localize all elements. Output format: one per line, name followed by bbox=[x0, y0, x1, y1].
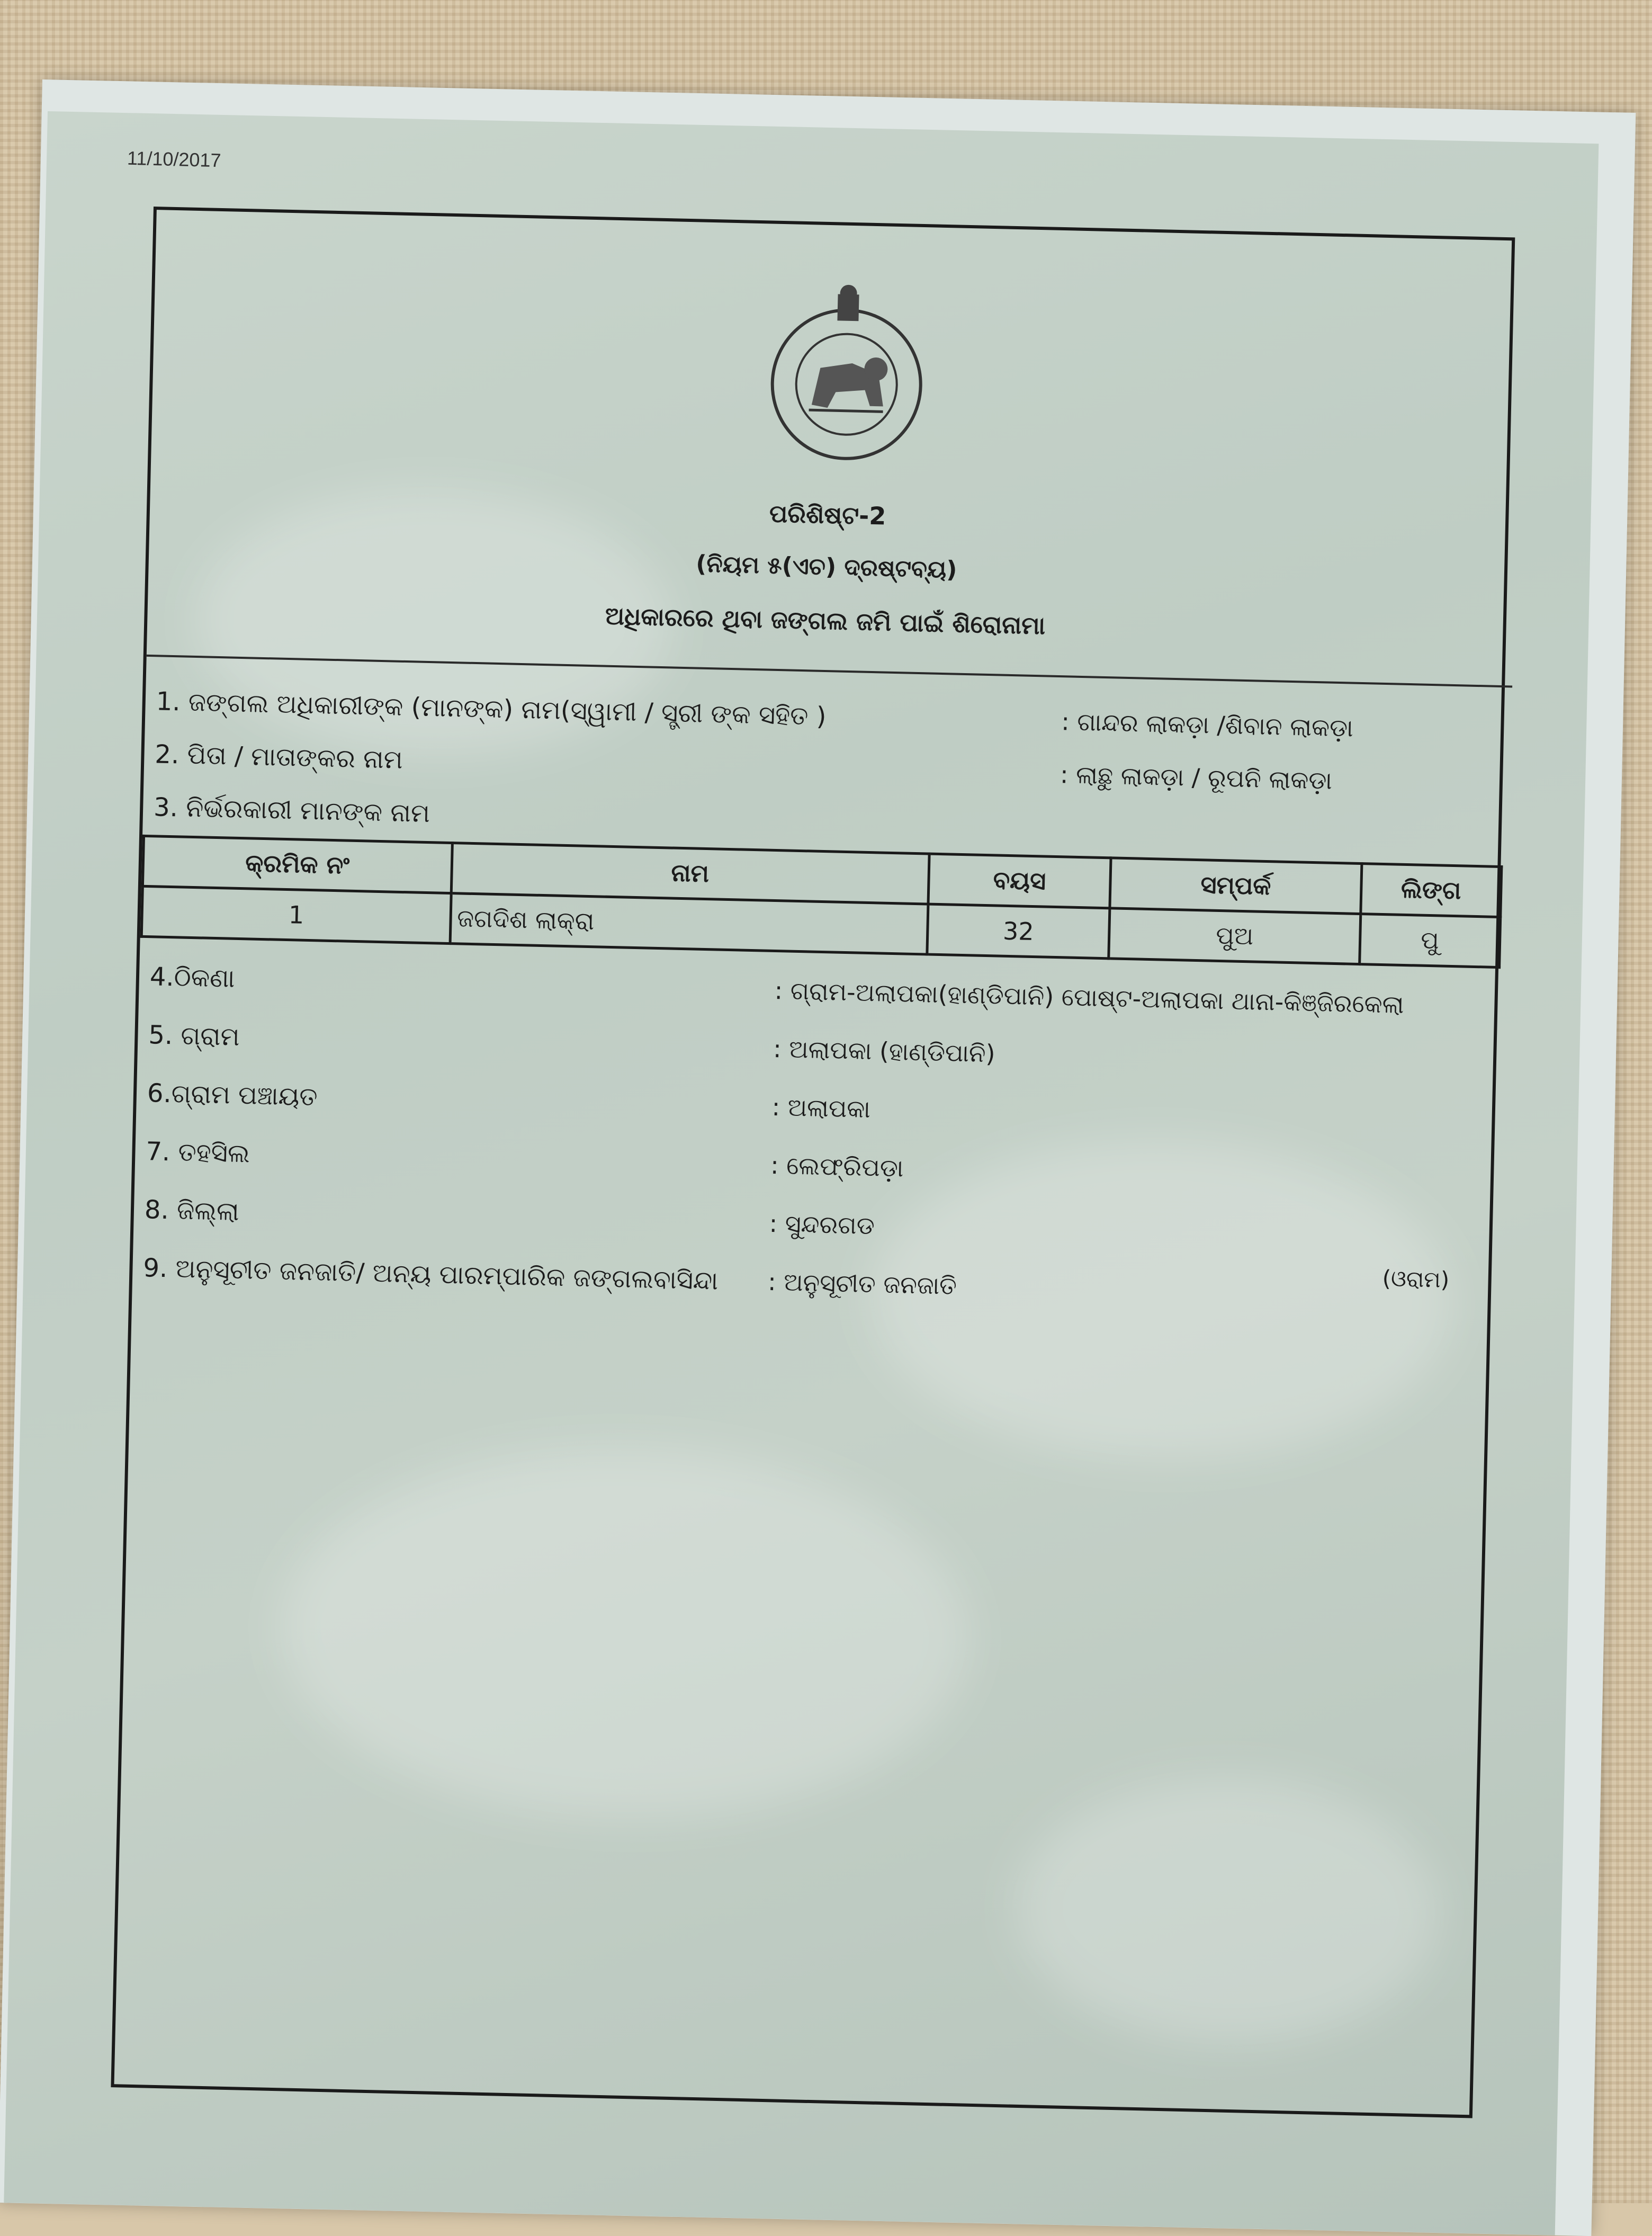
cell-relation: ପୁଅ bbox=[1109, 908, 1360, 964]
government-seal-icon bbox=[755, 282, 939, 466]
tribe-note: (ଓରାମ) bbox=[1382, 1265, 1450, 1293]
field-label-dependents: 3. ନିର୍ଭରକାରୀ ମାନଙ୍କ ନାମ bbox=[153, 792, 430, 829]
header-divider bbox=[147, 655, 1512, 688]
field-value-address: : ଗ୍ରାମ-ଅଲାପକା(ହାଣ୍ଡିପାନି) ପୋଷ୍ଟ-ଅଲାପକା ଥାନା-କିଞ୍ଜିରକେଲା bbox=[774, 976, 1405, 1019]
rule-reference: (ନିୟମ ୫(ଏଚ) ଦ୍ରଷ୍ଟବ୍ୟ) bbox=[695, 550, 957, 584]
field-value-panchayat: : ଅଲାପକା bbox=[771, 1092, 871, 1124]
col-name: ନାମ bbox=[451, 843, 929, 904]
col-gender: ଲିଙ୍ଗ bbox=[1360, 864, 1501, 917]
field-label-tahasil: 7. ତହସିଲ bbox=[145, 1137, 250, 1169]
col-serial: କ୍ରମିକ ନଂ bbox=[142, 836, 452, 893]
appendix-title: ପରିଶିଷ୍ଟ-2 bbox=[769, 499, 886, 531]
cell-name: ଜଗଦିଶ ଲାକ୍ରା bbox=[450, 893, 928, 954]
cell-age: 32 bbox=[927, 904, 1110, 959]
field-label-district: 8. ଜିଲ୍ଲା bbox=[144, 1195, 240, 1227]
field-label-address: 4.ଠିକଣା bbox=[149, 962, 236, 994]
field-label-village: 5. ଗ୍ରାମ bbox=[148, 1020, 240, 1052]
field-label-tribe: 9. ଅନୁସୂଚୀତ ଜନଜାତି/ ଅନ୍ୟ ପାରମ୍ପାରିକ ଜଙ୍ଗଲବାସିନ୍ଦା bbox=[142, 1253, 719, 1296]
field-label-parents: 2. ପିତା / ମାତାଙ୍କର ନାମ bbox=[154, 739, 403, 775]
cell-serial: 1 bbox=[141, 886, 451, 943]
field-value-tahasil: : ଲେଫ୍ରିପଡ଼ା bbox=[770, 1150, 904, 1183]
cell-gender: ପୁ bbox=[1359, 914, 1500, 968]
field-value-village: : ଅଲାପକା (ହାଣ୍ଡିପାନି) bbox=[773, 1034, 996, 1068]
field-value-tribe: : ଅନୁସୂଚୀତ ଜନଜାତି bbox=[767, 1267, 957, 1300]
form-frame bbox=[111, 207, 1515, 2118]
field-label-holder-name: 1. ଜଙ୍ଗଲ ଅଧିକାରୀଙ୍କ (ମାନଙ୍କ) ନାମ(ସ୍ୱାମୀ / ସ୍ତ୍ରୀ ଙ୍କ ସହିତ ) bbox=[156, 686, 827, 732]
dependents-table bbox=[140, 835, 1503, 969]
col-relation: ସମ୍ପର୍କ bbox=[1110, 858, 1361, 914]
field-value-holder-name: : ଗାନ୍ଦର ଲାକଡ଼ା /ଶିବାନ ଲାକଡ଼ା bbox=[1061, 707, 1354, 743]
field-value-parents: : ଲାଛୁ ଲାକଡ଼ା / ରୂପନି ଲାକଡ଼ା bbox=[1060, 760, 1333, 795]
field-value-district: : ସୁନ୍ଦରଗଡ bbox=[769, 1209, 875, 1240]
date-stamp: 11/10/2017 bbox=[127, 147, 222, 172]
form-title: ଅଧିକାରରେ ଥିବା ଜଙ୍ଗଲ ଜମି ପାଇଁ ଶିରୋନାମା bbox=[605, 601, 1046, 640]
field-label-panchayat: 6.ଗ୍ରାମ ପଞ୍ଚାୟତ bbox=[147, 1078, 318, 1112]
col-age: ବୟସ bbox=[928, 854, 1111, 908]
